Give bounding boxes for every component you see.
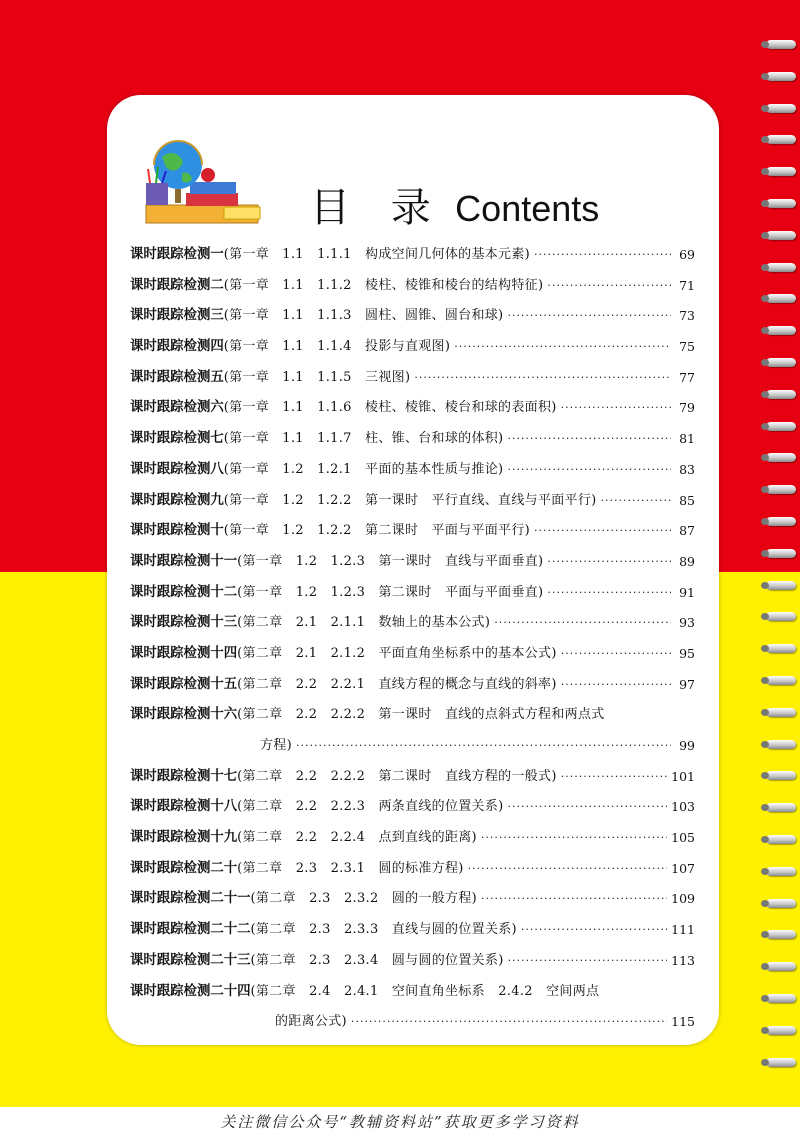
toc-entry-description: (第一章 1.2 1.2.2 第一课时 平行直线、直线与平面平行)	[223, 492, 597, 508]
binding-ring	[766, 899, 796, 908]
toc-entry-description: (第二章 2.1 2.1.2 平面直角坐标系中的基本公式)	[237, 645, 557, 661]
toc-entry-description: (第一章 1.2 1.2.3 第一课时 直线与平面垂直)	[237, 553, 544, 569]
toc-entry[interactable]	[130, 363, 695, 394]
binding-ring	[766, 994, 796, 1003]
toc-entry-heading: 课时跟踪检测二十	[130, 860, 238, 876]
toc-entry[interactable]	[130, 608, 695, 639]
toc-entry-page-number: 105	[671, 830, 695, 846]
toc-entry-continuation[interactable]	[130, 731, 695, 762]
toc-entry-heading: 课时跟踪检测九	[130, 492, 224, 508]
dot-leader	[547, 578, 671, 609]
toc-entry[interactable]	[130, 332, 695, 363]
dot-leader	[481, 884, 667, 915]
toc-entry-heading: 课时跟踪检测二十一	[130, 891, 251, 907]
toc-entry-heading: 课时跟踪检测二十三	[130, 952, 251, 968]
toc-entry-page-number: 99	[679, 738, 695, 753]
toc-entry[interactable]	[130, 301, 695, 332]
toc-entry-description: (第二章 2.3 2.3.3 直线与圆的位置关系)	[250, 922, 517, 938]
toc-entry-heading: 课时跟踪检测十	[130, 523, 224, 539]
toc-entry-page-number: 79	[679, 400, 695, 416]
toc-entry-page-number: 85	[679, 492, 695, 508]
toc-entry-description: (第二章 2.2 2.2.1 直线方程的概念与直线的斜率)	[237, 676, 557, 692]
binding-ring	[766, 644, 796, 653]
toc-entry-page-number: 75	[679, 339, 695, 355]
toc-entry-page-number: 111	[671, 922, 695, 938]
binding-ring	[766, 962, 796, 971]
toc-entry-description: (第一章 1.1 1.1.7 柱、锥、台和球的体积)	[223, 431, 504, 447]
toc-entry-page-number: 101	[671, 768, 695, 784]
title-chinese: 目 录	[310, 185, 445, 231]
binding-ring	[766, 930, 796, 939]
toc-entry-page-number: 115	[671, 1014, 695, 1030]
dot-leader	[561, 639, 671, 670]
toc-entry-page-number: 69	[679, 247, 695, 262]
toc-entry-page-number: 83	[679, 461, 695, 477]
toc-entry[interactable]	[130, 516, 695, 547]
dot-leader	[494, 608, 671, 639]
toc-entry-description: (第二章 2.3 2.3.4 圆与圆的位置关系)	[250, 952, 504, 968]
toc-entry-continuation[interactable]	[130, 1007, 695, 1038]
toc-entry-description: (第二章 2.4 2.4.1 空间直角坐标系 2.4.2 空间两点	[250, 983, 600, 999]
toc-entry-page-number: 109	[671, 891, 695, 907]
toc-entry[interactable]	[130, 486, 695, 517]
dot-leader	[561, 762, 667, 793]
dot-leader	[601, 486, 671, 517]
toc-entry-heading: 课时跟踪检测四	[130, 339, 224, 355]
toc-entry-heading: 课时跟踪检测十五	[130, 676, 238, 692]
binding-ring	[766, 517, 796, 526]
toc-entry-page-number: 93	[679, 615, 695, 631]
toc-entry-heading: 课时跟踪检测十九	[130, 830, 238, 846]
dot-leader	[507, 301, 671, 332]
toc-entry-description: (第一章 1.1 1.1.1 构成空间几何体的基本元素)	[223, 247, 531, 262]
toc-entry-description: (第一章 1.1 1.1.4 投影与直观图)	[223, 339, 451, 355]
toc-entry[interactable]	[130, 393, 695, 424]
dot-leader	[508, 792, 668, 823]
toc-entry-heading: 课时跟踪检测二十四	[130, 983, 251, 999]
binding-ring	[766, 676, 796, 685]
toc-entry-description: (第一章 1.1 1.1.3 圆柱、圆锥、圆台和球)	[223, 308, 504, 324]
dot-leader	[351, 1007, 667, 1038]
spiral-binding	[760, 40, 800, 1100]
binding-ring	[766, 263, 796, 272]
toc-entry-page-number: 73	[679, 308, 695, 324]
toc-entry[interactable]	[130, 547, 695, 578]
toc-entry-description: (第二章 2.2 2.2.4 点到直线的距离)	[237, 830, 477, 846]
dot-leader	[296, 731, 671, 762]
toc-entry[interactable]	[130, 639, 695, 670]
toc-entry-heading: 课时跟踪检测六	[130, 400, 224, 416]
dot-leader	[481, 823, 667, 854]
dot-leader	[561, 670, 671, 701]
toc-entry-heading: 课时跟踪检测十一	[130, 553, 238, 569]
toc-entry[interactable]	[130, 977, 695, 1008]
binding-ring	[766, 835, 796, 844]
toc-entry[interactable]	[130, 670, 695, 701]
binding-ring	[766, 485, 796, 494]
binding-ring	[766, 40, 796, 49]
binding-ring	[766, 326, 796, 335]
toc-entry-heading: 课时跟踪检测十二	[130, 584, 238, 600]
toc-entry-page-number: 89	[679, 553, 695, 569]
binding-ring	[766, 294, 796, 303]
binding-ring	[766, 740, 796, 749]
toc-entry[interactable]	[130, 271, 695, 302]
toc-entry[interactable]	[130, 823, 695, 854]
toc-entry-page-number: 103	[671, 799, 695, 815]
toc-entry-description: (第二章 2.2 2.2.2 第二课时 直线方程的一般式)	[237, 768, 557, 784]
toc-entry-heading: 课时跟踪检测五	[130, 369, 224, 385]
toc-entry[interactable]	[130, 792, 695, 823]
toc-entry-description: (第二章 2.2 2.2.3 两条直线的位置关系)	[237, 799, 504, 815]
binding-ring	[766, 199, 796, 208]
toc-entry-description: (第一章 1.2 1.2.2 第二课时 平面与平面平行)	[223, 523, 531, 539]
toc-entry-heading: 课时跟踪检测十三	[130, 615, 238, 631]
binding-ring	[766, 167, 796, 176]
binding-ring	[766, 72, 796, 81]
table-of-contents	[130, 240, 695, 1038]
dot-leader	[507, 455, 671, 486]
binding-ring	[766, 612, 796, 621]
binding-ring	[766, 422, 796, 431]
binding-ring	[766, 390, 796, 399]
dot-leader	[534, 516, 671, 547]
dot-leader	[547, 271, 671, 302]
toc-entry[interactable]	[130, 915, 695, 946]
binding-ring	[766, 358, 796, 367]
toc-entry[interactable]	[130, 854, 695, 885]
toc-entry-page-number: 107	[671, 860, 695, 876]
toc-entry-description-continued: 的距离公式)	[275, 1014, 347, 1030]
toc-entry-page-number: 81	[679, 431, 695, 447]
toc-entry-heading: 课时跟踪检测三	[130, 308, 224, 324]
toc-entry-description: (第二章 2.3 2.3.1 圆的标准方程)	[237, 860, 464, 876]
toc-entry-heading: 课时跟踪检测七	[130, 431, 224, 447]
toc-entry[interactable]	[130, 424, 695, 455]
page-title	[310, 176, 600, 231]
dot-leader	[507, 424, 671, 455]
toc-entry[interactable]	[130, 455, 695, 486]
toc-entry[interactable]	[130, 884, 695, 915]
binding-ring	[766, 549, 796, 558]
dot-leader	[414, 363, 671, 394]
toc-entry-heading: 课时跟踪检测八	[130, 461, 224, 477]
toc-entry-description: (第一章 1.2 1.2.1 平面的基本性质与推论)	[223, 461, 504, 477]
toc-entry-description: (第二章 2.1 2.1.1 数轴上的基本公式)	[237, 615, 491, 631]
toc-entry-description: (第一章 1.1 1.1.2 棱柱、棱锥和棱台的结构特征)	[223, 277, 544, 293]
dot-leader	[454, 332, 671, 363]
binding-ring	[766, 1026, 796, 1035]
binding-ring	[766, 771, 796, 780]
dot-leader	[534, 240, 671, 271]
toc-entry-page-number: 91	[679, 584, 695, 600]
toc-entry-description: (第一章 1.1 1.1.5 三视图)	[223, 369, 411, 385]
toc-entry-page-number: 95	[679, 645, 695, 661]
toc-entry[interactable]	[130, 578, 695, 609]
toc-entry-description: (第二章 2.2 2.2.2 第一课时 直线的点斜式方程和两点式	[237, 707, 605, 723]
binding-ring	[766, 1058, 796, 1067]
toc-entry-description: (第一章 1.2 1.2.3 第二课时 平面与平面垂直)	[237, 584, 544, 600]
dot-leader	[468, 854, 668, 885]
toc-entry-page-number: 97	[679, 676, 695, 692]
toc-entry-page-number: 71	[679, 277, 695, 293]
dot-leader	[508, 946, 668, 977]
toc-entry[interactable]	[130, 762, 695, 793]
toc-entry-page-number: 87	[679, 523, 695, 539]
binding-ring	[766, 867, 796, 876]
toc-entry-heading: 课时跟踪检测二十二	[130, 922, 251, 938]
toc-entry[interactable]	[130, 240, 695, 271]
binding-ring	[766, 104, 796, 113]
binding-ring	[766, 581, 796, 590]
toc-entry[interactable]	[130, 700, 695, 731]
toc-entry-heading: 课时跟踪检测十八	[130, 799, 238, 815]
binding-ring	[766, 135, 796, 144]
toc-entry-heading: 课时跟踪检测二	[130, 277, 224, 293]
title-english: Contents	[455, 188, 600, 229]
toc-entry-heading: 课时跟踪检测十六	[130, 707, 238, 723]
binding-ring	[766, 803, 796, 812]
binding-ring	[766, 231, 796, 240]
toc-entry-description: (第一章 1.1 1.1.6 棱柱、棱锥、棱台和球的表面积)	[223, 400, 557, 416]
toc-entry-description-continued: 方程)	[260, 738, 292, 753]
dot-leader	[561, 393, 671, 424]
toc-entry-page-number: 113	[671, 952, 695, 968]
dot-leader	[521, 915, 667, 946]
binding-ring	[766, 708, 796, 717]
toc-entry-heading: 课时跟踪检测一	[130, 247, 224, 262]
toc-entry[interactable]	[130, 946, 695, 977]
binding-ring	[766, 453, 796, 462]
toc-entry-page-number: 77	[679, 369, 695, 385]
footer-note: 关注微信公众号“教辅资料站”获取更多学习资料	[220, 1113, 580, 1131]
dot-leader	[547, 547, 671, 578]
globe-books-illustration-icon	[138, 135, 266, 227]
toc-entry-heading: 课时跟踪检测十四	[130, 645, 238, 661]
toc-entry-description: (第二章 2.3 2.3.2 圆的一般方程)	[250, 891, 478, 907]
toc-entry-heading: 课时跟踪检测十七	[130, 768, 238, 784]
